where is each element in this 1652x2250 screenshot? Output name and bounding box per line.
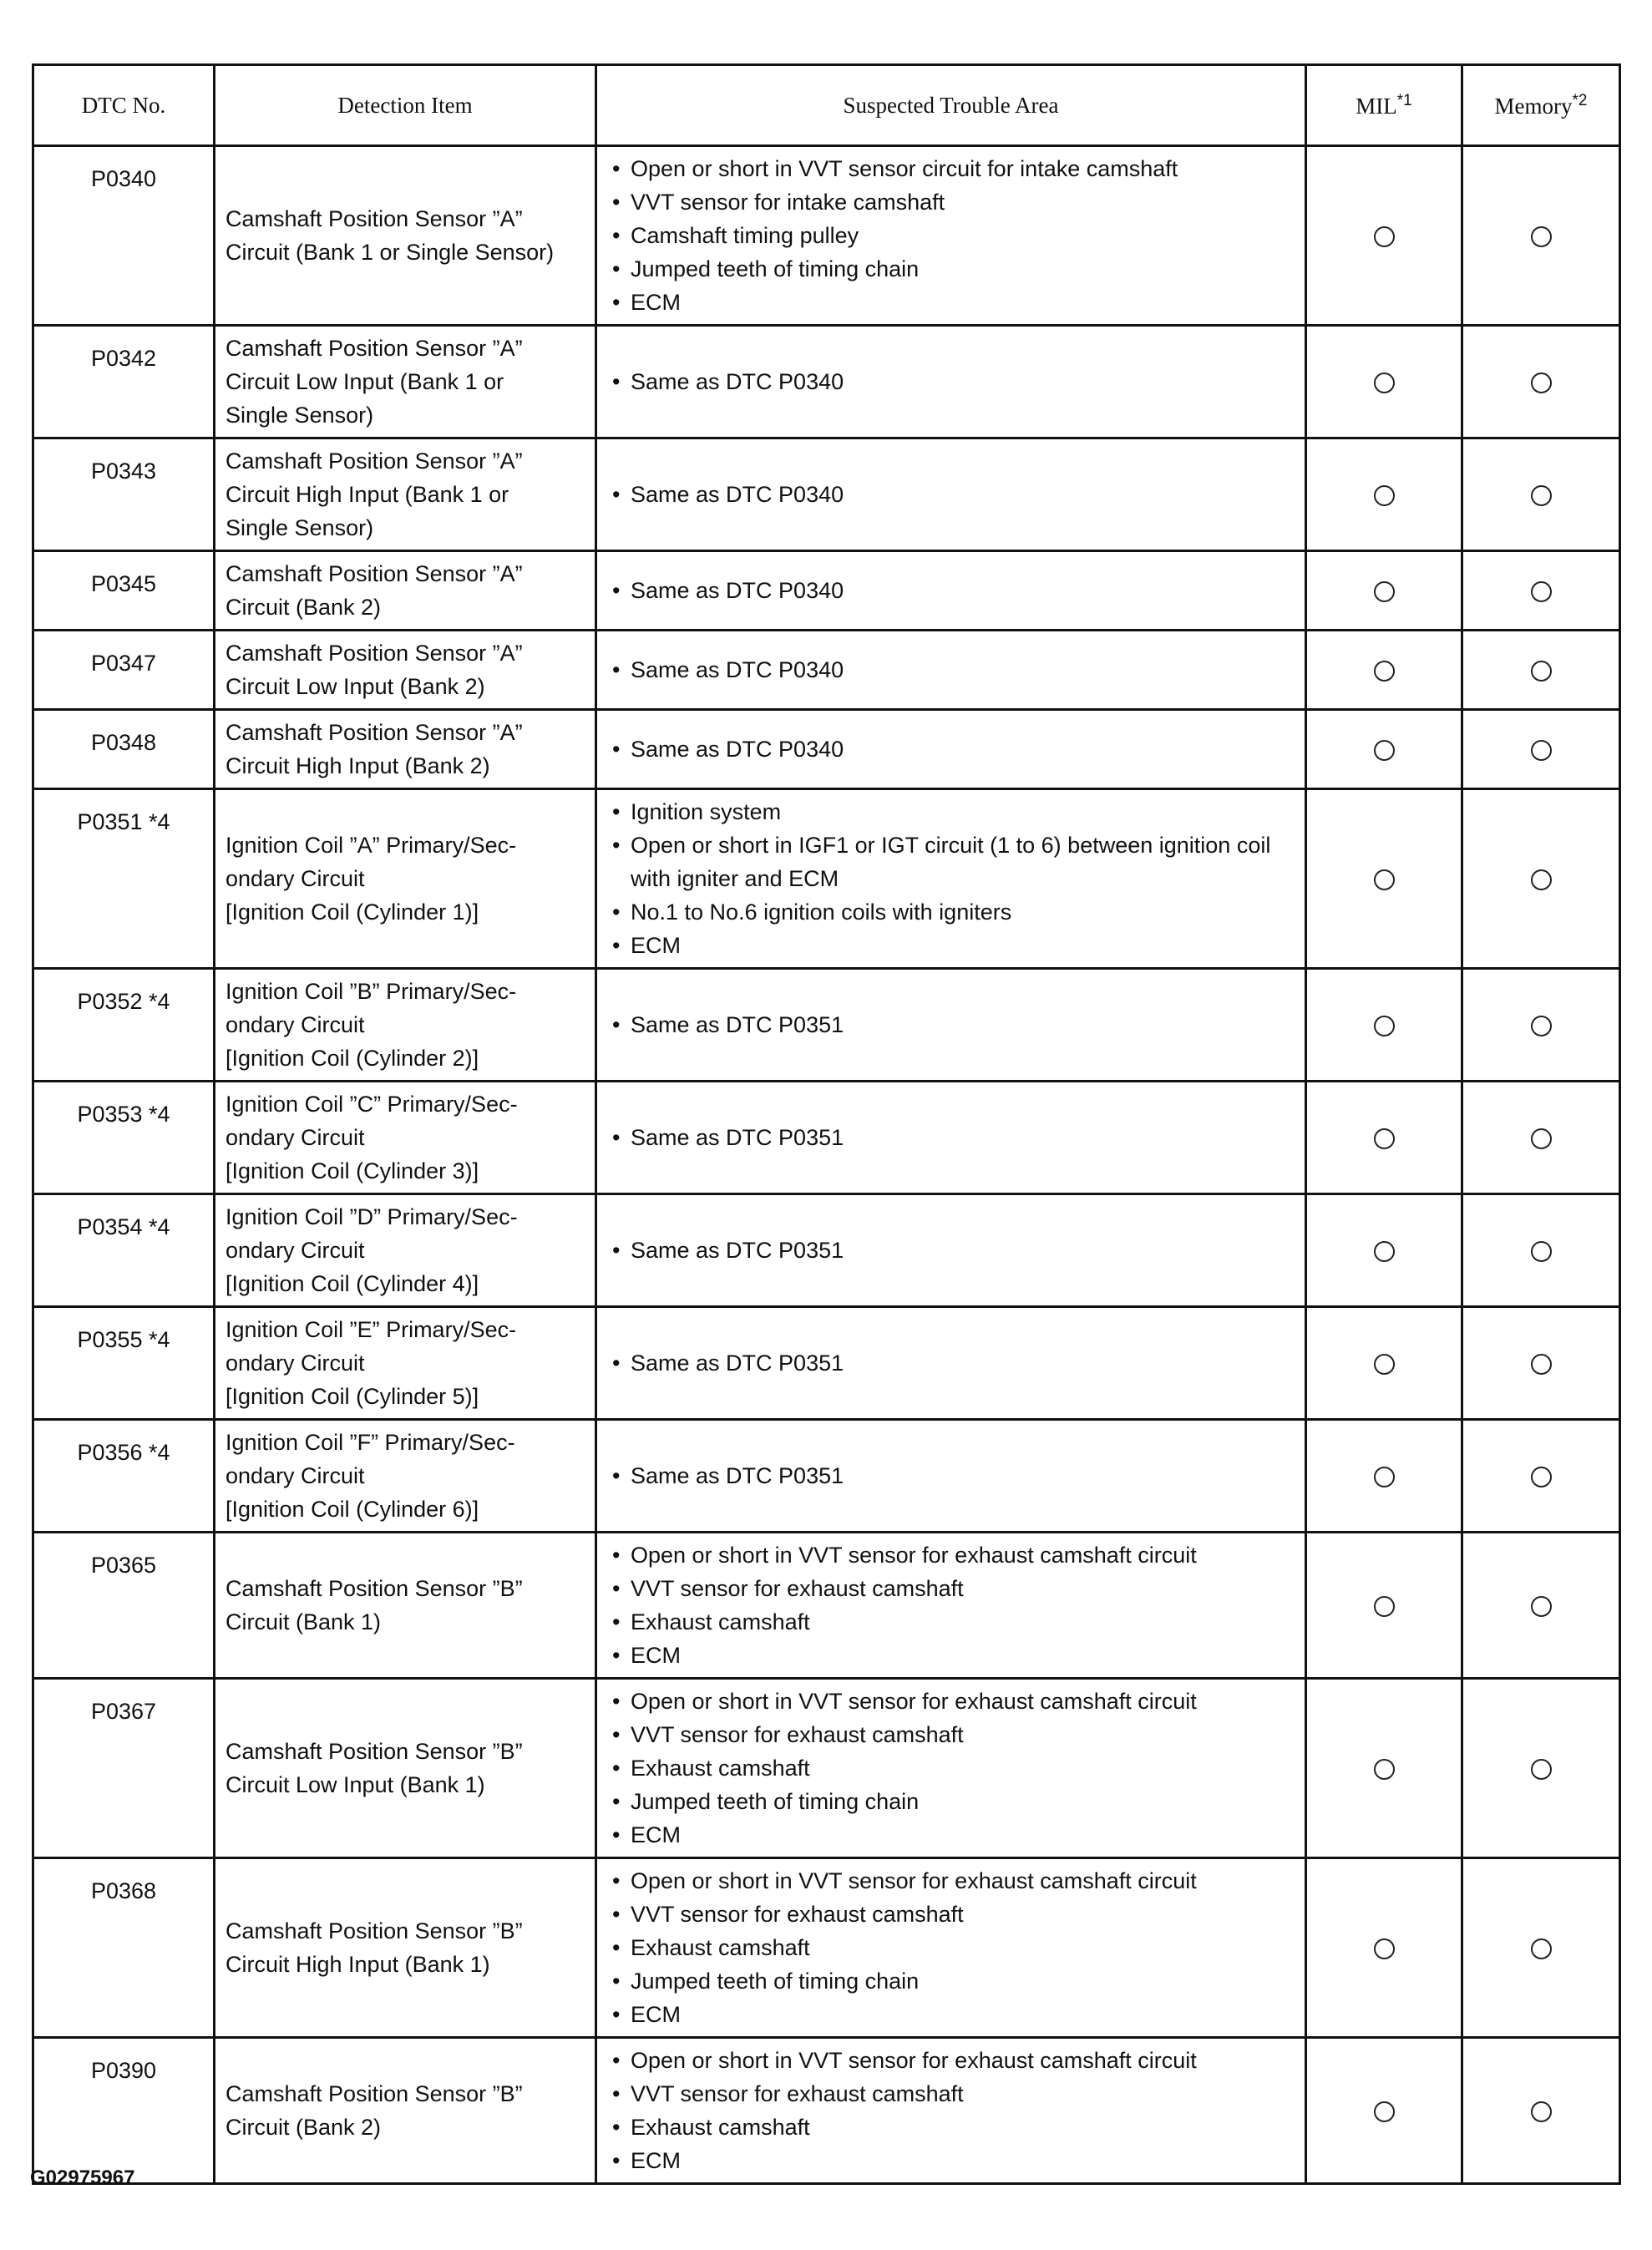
mil-cell (1306, 438, 1462, 551)
memory-cell (1462, 969, 1620, 1082)
table-row (33, 1420, 1620, 1533)
trouble-area-item: • Exhaust camshaft (607, 1931, 1295, 1964)
trouble-area-item: • Same as DTC P0351 (607, 1459, 1295, 1492)
mil-cell (1306, 710, 1462, 789)
trouble-area-item: • Same as DTC P0351 (607, 1008, 1295, 1041)
trouble-area-list (607, 653, 1295, 687)
trouble-area-item: • VVT sensor for exhaust camshaft (607, 1898, 1295, 1931)
mil-cell (1306, 1420, 1462, 1533)
memory-cell (1462, 438, 1620, 551)
header-memory: Memory$^{*2}$ (1462, 65, 1620, 146)
circle-mark-icon (1531, 581, 1552, 602)
memory-cell (1462, 631, 1620, 710)
trouble-area-item: • Open or short in VVT sensor for exhaust camshaft circuit (607, 2044, 1295, 2077)
mil-footnote: *1 (1396, 91, 1412, 109)
trouble-area-list (607, 1121, 1295, 1154)
memory-cell (1462, 1858, 1620, 2038)
trouble-area-item: • Camshaft timing pulley (607, 219, 1295, 252)
dtc-code-cell: P0354 *4 (33, 1194, 215, 1307)
trouble-area-list (607, 365, 1295, 398)
trouble-area-cell (596, 1307, 1306, 1420)
trouble-area-item: • Exhaust camshaft (607, 1605, 1295, 1639)
table-row (33, 438, 1620, 551)
trouble-area-item: • Same as DTC P0340 (607, 653, 1295, 687)
trouble-area-cell (596, 1533, 1306, 1679)
trouble-area-item: • ECM (607, 929, 1295, 962)
circle-mark-icon (1531, 226, 1552, 247)
trouble-area-cell (596, 146, 1306, 326)
circle-mark-icon (1374, 226, 1395, 247)
table-row (33, 1533, 1620, 1679)
circle-mark-icon (1374, 1354, 1395, 1375)
mil-cell (1306, 1307, 1462, 1420)
trouble-area-item: • Jumped teeth of timing chain (607, 1964, 1295, 1998)
dtc-code-cell: P0368 (33, 1858, 215, 2038)
table-row (33, 1858, 1620, 2038)
table-row (33, 969, 1620, 1082)
circle-mark-icon (1374, 2101, 1395, 2122)
mil-cell (1306, 969, 1462, 1082)
dtc-code-cell: P0353 *4 (33, 1082, 215, 1194)
circle-mark-icon (1531, 1938, 1552, 1959)
trouble-area-cell (596, 631, 1306, 710)
mil-cell (1306, 1533, 1462, 1679)
circle-mark-icon (1374, 1596, 1395, 1617)
dtc-code-cell: P0367 (33, 1679, 215, 1858)
trouble-area-item: • VVT sensor for exhaust camshaft (607, 1718, 1295, 1751)
header-dtc-no: DTC No. (33, 65, 215, 146)
dtc-table (32, 63, 1621, 2185)
table-row (33, 146, 1620, 326)
detection-item-cell: Camshaft Position Sensor ”B” Circuit Low Input (Bank 1) (215, 1679, 596, 1858)
trouble-area-item: • Open or short in VVT sensor for exhaust camshaft circuit (607, 1685, 1295, 1718)
mil-cell (1306, 326, 1462, 438)
dtc-code-cell: P0348 (33, 710, 215, 789)
memory-cell (1462, 1420, 1620, 1533)
memory-cell (1462, 1533, 1620, 1679)
circle-mark-icon (1531, 1467, 1552, 1487)
trouble-area-item: • ECM (607, 286, 1295, 319)
trouble-area-item: • Ignition system (607, 795, 1295, 829)
memory-cell (1462, 1307, 1620, 1420)
circle-mark-icon (1531, 485, 1552, 506)
trouble-area-item: • VVT sensor for intake camshaft (607, 185, 1295, 219)
detection-item-cell: Ignition Coil ”D” Primary/Sec- ondary Circuit [Ignition Coil (Cylinder 4)] (215, 1194, 596, 1307)
trouble-area-cell (596, 1858, 1306, 2038)
trouble-area-cell (596, 1082, 1306, 1194)
table-row (33, 789, 1620, 969)
circle-mark-icon (1531, 1241, 1552, 1262)
mil-cell (1306, 1194, 1462, 1307)
trouble-area-list (607, 478, 1295, 511)
trouble-area-list (607, 152, 1295, 319)
trouble-area-item: • VVT sensor for exhaust camshaft (607, 2077, 1295, 2111)
circle-mark-icon (1374, 1467, 1395, 1487)
trouble-area-list (607, 1538, 1295, 1672)
trouble-area-item: • Open or short in VVT sensor for exhaust camshaft circuit (607, 1864, 1295, 1898)
table-row (33, 1307, 1620, 1420)
circle-mark-icon (1531, 740, 1552, 761)
trouble-area-item: • ECM (607, 1639, 1295, 1672)
trouble-area-list (607, 1346, 1295, 1380)
trouble-area-list (607, 1864, 1295, 2031)
trouble-area-cell (596, 969, 1306, 1082)
table-row (33, 1194, 1620, 1307)
circle-mark-icon (1374, 1241, 1395, 1262)
trouble-area-item: • Same as DTC P0340 (607, 478, 1295, 511)
dtc-code-cell: P0390 (33, 2038, 215, 2184)
trouble-area-item: • Same as DTC P0340 (607, 574, 1295, 607)
table-row (33, 551, 1620, 631)
header-mil: MIL$^{*1}$ (1306, 65, 1462, 146)
circle-mark-icon (1374, 1938, 1395, 1959)
trouble-area-cell (596, 438, 1306, 551)
header-detection-item: Detection Item (215, 65, 596, 146)
trouble-area-item: • Same as DTC P0340 (607, 732, 1295, 766)
dtc-code-cell: P0356 *4 (33, 1420, 215, 1533)
trouble-area-list (607, 795, 1295, 962)
table-row (33, 631, 1620, 710)
table-row (33, 710, 1620, 789)
detection-item-cell: Camshaft Position Sensor ”A” Circuit High Input (Bank 1 or Single Sensor) (215, 438, 596, 551)
trouble-area-list (607, 1008, 1295, 1041)
circle-mark-icon (1374, 1128, 1395, 1149)
detection-item-cell: Camshaft Position Sensor ”A” Circuit (Bank 2) (215, 551, 596, 631)
detection-item-cell: Ignition Coil ”E” Primary/Sec- ondary Circuit [Ignition Coil (Cylinder 5)] (215, 1307, 596, 1420)
circle-mark-icon (1374, 1759, 1395, 1780)
trouble-area-item: • Exhaust camshaft (607, 1751, 1295, 1785)
memory-cell (1462, 710, 1620, 789)
mil-cell (1306, 789, 1462, 969)
trouble-area-item: • ECM (607, 2144, 1295, 2177)
circle-mark-icon (1374, 372, 1395, 393)
trouble-area-cell (596, 789, 1306, 969)
table-row (33, 2038, 1620, 2184)
circle-mark-icon (1374, 869, 1395, 890)
detection-item-cell: Camshaft Position Sensor ”A” Circuit Low Input (Bank 2) (215, 631, 596, 710)
memory-cell (1462, 551, 1620, 631)
trouble-area-item: • Open or short in VVT sensor for exhaust camshaft circuit (607, 1538, 1295, 1572)
mil-cell (1306, 551, 1462, 631)
trouble-area-cell (596, 1194, 1306, 1307)
dtc-code-cell: P0342 (33, 326, 215, 438)
circle-mark-icon (1374, 661, 1395, 682)
trouble-area-item: • No.1 to No.6 ignition coils with igniters (607, 895, 1295, 929)
trouble-area-item: • Exhaust camshaft (607, 2111, 1295, 2144)
mil-cell (1306, 1858, 1462, 2038)
trouble-area-item: • Open or short in VVT sensor circuit for intake camshaft (607, 152, 1295, 185)
trouble-area-list (607, 2044, 1295, 2177)
detection-item-cell: Ignition Coil ”C” Primary/Sec- ondary Circuit [Ignition Coil (Cylinder 3)] (215, 1082, 596, 1194)
table-row (33, 326, 1620, 438)
mil-cell (1306, 631, 1462, 710)
circle-mark-icon (1531, 661, 1552, 682)
memory-footnote: *2 (1572, 91, 1588, 109)
mil-cell (1306, 1082, 1462, 1194)
memory-cell (1462, 789, 1620, 969)
trouble-area-item: • ECM (607, 1818, 1295, 1852)
trouble-area-item: • Same as DTC P0351 (607, 1121, 1295, 1154)
circle-mark-icon (1531, 1016, 1552, 1036)
detection-item-cell: Camshaft Position Sensor ”A” Circuit (Bank 1 or Single Sensor) (215, 146, 596, 326)
dtc-table-sheet (32, 63, 1619, 2185)
detection-item-cell: Camshaft Position Sensor ”B” Circuit High Input (Bank 1) (215, 1858, 596, 2038)
detection-item-cell: Ignition Coil ”A” Primary/Sec- ondary Circuit [Ignition Coil (Cylinder 1)] (215, 789, 596, 969)
table-row (33, 1082, 1620, 1194)
trouble-area-item: • Same as DTC P0351 (607, 1234, 1295, 1267)
memory-cell (1462, 146, 1620, 326)
mil-cell (1306, 146, 1462, 326)
memory-cell (1462, 1679, 1620, 1858)
table-row (33, 1679, 1620, 1858)
circle-mark-icon (1531, 1128, 1552, 1149)
dtc-code-cell: P0343 (33, 438, 215, 551)
dtc-code-cell: P0365 (33, 1533, 215, 1679)
trouble-area-cell (596, 326, 1306, 438)
trouble-area-list (607, 1685, 1295, 1852)
trouble-area-item: • Jumped teeth of timing chain (607, 252, 1295, 286)
detection-item-cell: Camshaft Position Sensor ”B” Circuit (Bank 1) (215, 1533, 596, 1679)
detection-item-cell: Camshaft Position Sensor ”B” Circuit (Bank 2) (215, 2038, 596, 2184)
trouble-area-item: • Same as DTC P0351 (607, 1346, 1295, 1380)
detection-item-cell: Ignition Coil ”B” Primary/Sec- ondary Circuit [Ignition Coil (Cylinder 2)] (215, 969, 596, 1082)
dtc-code-cell: P0345 (33, 551, 215, 631)
trouble-area-cell (596, 1679, 1306, 1858)
table-body (33, 146, 1620, 2184)
circle-mark-icon (1531, 869, 1552, 890)
trouble-area-item: • Same as DTC P0340 (607, 365, 1295, 398)
trouble-area-cell (596, 2038, 1306, 2184)
dtc-code-cell: P0352 *4 (33, 969, 215, 1082)
trouble-area-list (607, 732, 1295, 766)
circle-mark-icon (1374, 581, 1395, 602)
circle-mark-icon (1374, 1016, 1395, 1036)
circle-mark-icon (1531, 1596, 1552, 1617)
trouble-area-item: • Jumped teeth of timing chain (607, 1785, 1295, 1818)
header-suspected-trouble-area: Suspected Trouble Area (596, 65, 1306, 146)
dtc-code-cell: P0351 *4 (33, 789, 215, 969)
memory-cell (1462, 1194, 1620, 1307)
memory-cell (1462, 2038, 1620, 2184)
trouble-area-cell (596, 1420, 1306, 1533)
circle-mark-icon (1531, 1759, 1552, 1780)
mil-cell (1306, 2038, 1462, 2184)
circle-mark-icon (1374, 485, 1395, 506)
trouble-area-list (607, 574, 1295, 607)
memory-cell (1462, 1082, 1620, 1194)
trouble-area-item: • Open or short in IGF1 or IGT circuit (1 to 6) between ignition coil with igniter and ECM (607, 829, 1295, 895)
figure-code: G02975967 (30, 2166, 135, 2189)
mil-cell (1306, 1679, 1462, 1858)
trouble-area-item: • ECM (607, 1998, 1295, 2031)
circle-mark-icon (1531, 372, 1552, 393)
trouble-area-list (607, 1234, 1295, 1267)
detection-item-cell: Camshaft Position Sensor ”A” Circuit Low Input (Bank 1 or Single Sensor) (215, 326, 596, 438)
memory-cell (1462, 326, 1620, 438)
dtc-code-cell: P0340 (33, 146, 215, 326)
trouble-area-item: • VVT sensor for exhaust camshaft (607, 1572, 1295, 1605)
detection-item-cell: Ignition Coil ”F” Primary/Sec- ondary Circuit [Ignition Coil (Cylinder 6)] (215, 1420, 596, 1533)
dtc-code-cell: P0355 *4 (33, 1307, 215, 1420)
circle-mark-icon (1374, 740, 1395, 761)
header-row (33, 65, 1620, 146)
trouble-area-cell (596, 551, 1306, 631)
trouble-area-list (607, 1459, 1295, 1492)
circle-mark-icon (1531, 2101, 1552, 2122)
trouble-area-cell (596, 710, 1306, 789)
dtc-code-cell: P0347 (33, 631, 215, 710)
circle-mark-icon (1531, 1354, 1552, 1375)
detection-item-cell: Camshaft Position Sensor ”A” Circuit High Input (Bank 2) (215, 710, 596, 789)
